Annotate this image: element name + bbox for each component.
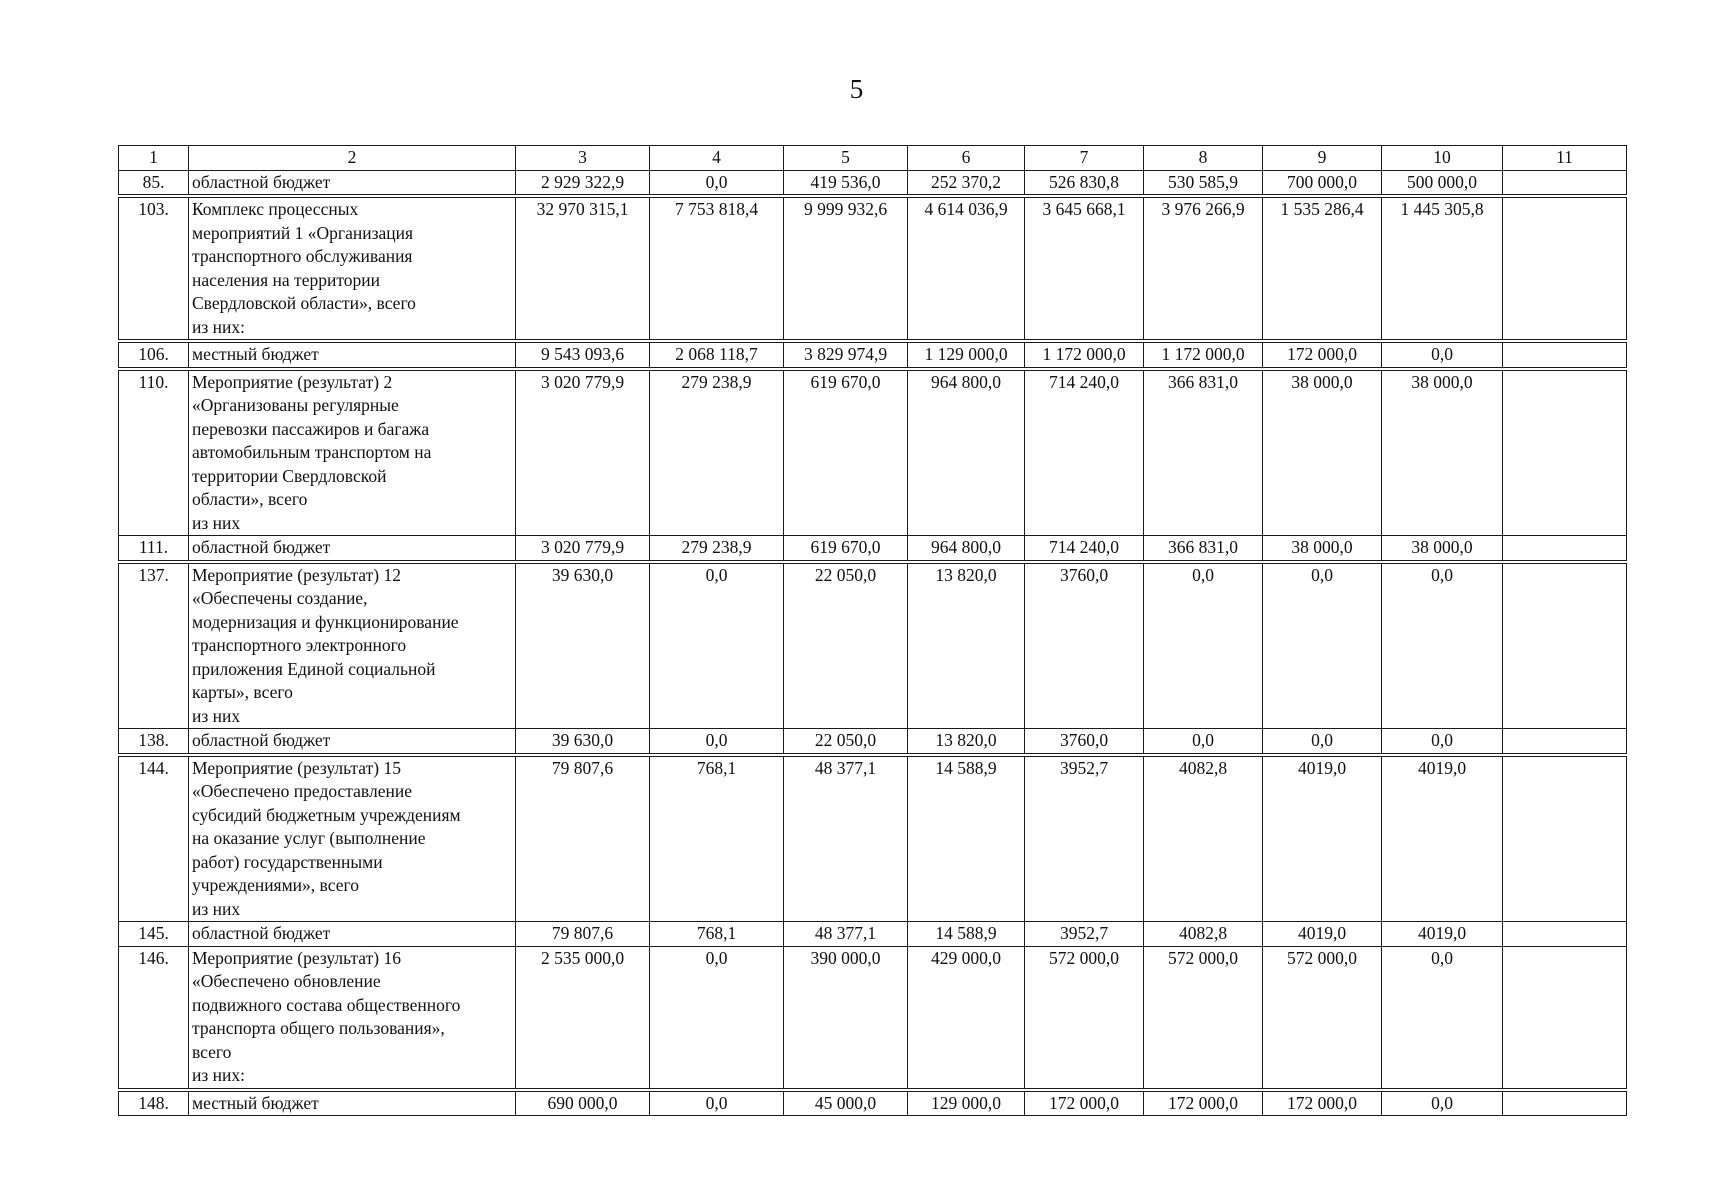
value-cell: 9 543 093,6 xyxy=(516,341,650,369)
value-cell: 3952,7 xyxy=(1025,755,1144,922)
value-cell: 700 000,0 xyxy=(1263,170,1382,196)
value-cell: 2 535 000,0 xyxy=(516,946,650,1090)
value-cell: 79 807,6 xyxy=(516,755,650,922)
row-number: 106. xyxy=(119,341,189,369)
value-cell: 172 000,0 xyxy=(1263,341,1382,369)
value-cell: 13 820,0 xyxy=(908,729,1025,755)
value-cell: 32 970 315,1 xyxy=(516,196,650,341)
value-cell: 38 000,0 xyxy=(1263,369,1382,536)
value-cell: 3 020 779,9 xyxy=(516,369,650,536)
value-cell: 0,0 xyxy=(1382,562,1503,729)
row-number: 103. xyxy=(119,196,189,341)
row-number: 137. xyxy=(119,562,189,729)
value-cell: 526 830,8 xyxy=(1025,170,1144,196)
value-cell: 0,0 xyxy=(1382,729,1503,755)
value-cell: 2 929 322,9 xyxy=(516,170,650,196)
table-row xyxy=(119,369,1627,536)
row-number: 111. xyxy=(119,536,189,562)
value-cell: 14 588,9 xyxy=(908,922,1025,947)
value-cell xyxy=(1503,369,1627,536)
value-cell xyxy=(1503,341,1627,369)
value-cell: 39 630,0 xyxy=(516,729,650,755)
value-cell: 79 807,6 xyxy=(516,922,650,947)
value-cell: 572 000,0 xyxy=(1263,946,1382,1090)
value-cell: 530 585,9 xyxy=(1144,170,1263,196)
row-label: местный бюджет xyxy=(189,341,516,369)
value-cell: 0,0 xyxy=(1263,729,1382,755)
value-cell: 390 000,0 xyxy=(784,946,908,1090)
column-header: 11 xyxy=(1503,146,1627,171)
table-row xyxy=(119,196,1627,341)
row-label: областной бюджет xyxy=(189,170,516,196)
row-number: 145. xyxy=(119,922,189,947)
value-cell: 768,1 xyxy=(650,922,784,947)
value-cell: 964 800,0 xyxy=(908,369,1025,536)
row-number: 138. xyxy=(119,729,189,755)
value-cell: 172 000,0 xyxy=(1025,1090,1144,1116)
value-cell: 500 000,0 xyxy=(1382,170,1503,196)
value-cell: 0,0 xyxy=(1382,341,1503,369)
table-row xyxy=(119,755,1627,922)
column-header: 10 xyxy=(1382,146,1503,171)
value-cell: 2 068 118,7 xyxy=(650,341,784,369)
value-cell: 0,0 xyxy=(1144,729,1263,755)
column-header: 8 xyxy=(1144,146,1263,171)
value-cell xyxy=(1503,729,1627,755)
row-label: Мероприятие (результат) 2 «Организованы регулярные перевозки пассажиров и багажа автомобильным транспортом на территории Свердловской области», всего из них xyxy=(189,369,516,536)
value-cell: 172 000,0 xyxy=(1144,1090,1263,1116)
value-cell: 572 000,0 xyxy=(1025,946,1144,1090)
table-row xyxy=(119,1090,1627,1116)
budget-table xyxy=(118,145,1627,1116)
row-number: 85. xyxy=(119,170,189,196)
column-header: 7 xyxy=(1025,146,1144,171)
value-cell: 572 000,0 xyxy=(1144,946,1263,1090)
column-header: 4 xyxy=(650,146,784,171)
value-cell: 38 000,0 xyxy=(1382,369,1503,536)
value-cell: 4019,0 xyxy=(1382,755,1503,922)
value-cell: 0,0 xyxy=(650,729,784,755)
value-cell: 714 240,0 xyxy=(1025,536,1144,562)
value-cell xyxy=(1503,196,1627,341)
value-cell: 3760,0 xyxy=(1025,562,1144,729)
table-row xyxy=(119,946,1627,1090)
value-cell: 714 240,0 xyxy=(1025,369,1144,536)
value-cell: 279 238,9 xyxy=(650,536,784,562)
value-cell: 419 536,0 xyxy=(784,170,908,196)
value-cell: 768,1 xyxy=(650,755,784,922)
table-row xyxy=(119,729,1627,755)
value-cell: 38 000,0 xyxy=(1263,536,1382,562)
value-cell: 429 000,0 xyxy=(908,946,1025,1090)
row-number: 146. xyxy=(119,946,189,1090)
value-cell: 172 000,0 xyxy=(1263,1090,1382,1116)
value-cell: 39 630,0 xyxy=(516,562,650,729)
row-label: областной бюджет xyxy=(189,729,516,755)
value-cell xyxy=(1503,170,1627,196)
column-header: 2 xyxy=(189,146,516,171)
value-cell: 1 172 000,0 xyxy=(1025,341,1144,369)
row-label: областной бюджет xyxy=(189,922,516,947)
value-cell: 0,0 xyxy=(650,170,784,196)
row-number: 144. xyxy=(119,755,189,922)
value-cell xyxy=(1503,922,1627,947)
value-cell: 1 535 286,4 xyxy=(1263,196,1382,341)
column-header: 5 xyxy=(784,146,908,171)
page-number: 5 xyxy=(849,74,864,104)
value-cell: 3 645 668,1 xyxy=(1025,196,1144,341)
table-row xyxy=(119,536,1627,562)
value-cell: 13 820,0 xyxy=(908,562,1025,729)
value-cell: 1 172 000,0 xyxy=(1144,341,1263,369)
value-cell: 3 829 974,9 xyxy=(784,341,908,369)
value-cell: 129 000,0 xyxy=(908,1090,1025,1116)
value-cell xyxy=(1503,536,1627,562)
value-cell: 366 831,0 xyxy=(1144,536,1263,562)
value-cell: 3 976 266,9 xyxy=(1144,196,1263,341)
row-label: Комплекс процессных мероприятий 1 «Организация транспортного обслуживания населения на территории Свердловской области», всего из них: xyxy=(189,196,516,341)
value-cell: 4019,0 xyxy=(1263,755,1382,922)
table-row xyxy=(119,170,1627,196)
column-header: 3 xyxy=(516,146,650,171)
value-cell: 4082,8 xyxy=(1144,755,1263,922)
value-cell: 0,0 xyxy=(1263,562,1382,729)
value-cell: 9 999 932,6 xyxy=(784,196,908,341)
table-row xyxy=(119,341,1627,369)
value-cell: 38 000,0 xyxy=(1382,536,1503,562)
value-cell: 0,0 xyxy=(1382,1090,1503,1116)
value-cell: 1 129 000,0 xyxy=(908,341,1025,369)
column-header: 6 xyxy=(908,146,1025,171)
table-row xyxy=(119,562,1627,729)
value-cell xyxy=(1503,946,1627,1090)
value-cell: 4019,0 xyxy=(1263,922,1382,947)
table-body xyxy=(119,146,1627,1116)
value-cell xyxy=(1503,562,1627,729)
value-cell xyxy=(1503,755,1627,922)
value-cell: 7 753 818,4 xyxy=(650,196,784,341)
value-cell xyxy=(1503,1090,1627,1116)
value-cell: 690 000,0 xyxy=(516,1090,650,1116)
row-label: Мероприятие (результат) 12 «Обеспечены создание, модернизация и функционирование транспортного электронного приложения Единой социальной карты», всего из них xyxy=(189,562,516,729)
value-cell: 1 445 305,8 xyxy=(1382,196,1503,341)
column-header: 9 xyxy=(1263,146,1382,171)
value-cell: 964 800,0 xyxy=(908,536,1025,562)
value-cell: 4 614 036,9 xyxy=(908,196,1025,341)
row-label: областной бюджет xyxy=(189,536,516,562)
value-cell: 279 238,9 xyxy=(650,369,784,536)
table-row xyxy=(119,922,1627,947)
row-label: местный бюджет xyxy=(189,1090,516,1116)
value-cell: 366 831,0 xyxy=(1144,369,1263,536)
value-cell: 48 377,1 xyxy=(784,755,908,922)
value-cell: 3 020 779,9 xyxy=(516,536,650,562)
value-cell: 0,0 xyxy=(650,1090,784,1116)
value-cell: 3760,0 xyxy=(1025,729,1144,755)
value-cell: 0,0 xyxy=(1144,562,1263,729)
value-cell: 3952,7 xyxy=(1025,922,1144,947)
value-cell: 45 000,0 xyxy=(784,1090,908,1116)
value-cell: 4019,0 xyxy=(1382,922,1503,947)
column-header-row xyxy=(119,146,1627,171)
value-cell: 22 050,0 xyxy=(784,562,908,729)
row-number: 148. xyxy=(119,1090,189,1116)
value-cell: 619 670,0 xyxy=(784,369,908,536)
value-cell: 619 670,0 xyxy=(784,536,908,562)
value-cell: 0,0 xyxy=(650,562,784,729)
value-cell: 0,0 xyxy=(1382,946,1503,1090)
column-header: 1 xyxy=(119,146,189,171)
row-number: 110. xyxy=(119,369,189,536)
value-cell: 0,0 xyxy=(650,946,784,1090)
row-label: Мероприятие (результат) 15 «Обеспечено предоставление субсидий бюджетным учреждениям на оказание услуг (выполнение работ) государственными учреждениями», всего из них xyxy=(189,755,516,922)
value-cell: 22 050,0 xyxy=(784,729,908,755)
value-cell: 252 370,2 xyxy=(908,170,1025,196)
row-label: Мероприятие (результат) 16 «Обеспечено обновление подвижного состава общественного транспорта общего пользования», всего из них: xyxy=(189,946,516,1090)
value-cell: 48 377,1 xyxy=(784,922,908,947)
value-cell: 14 588,9 xyxy=(908,755,1025,922)
value-cell: 4082,8 xyxy=(1144,922,1263,947)
